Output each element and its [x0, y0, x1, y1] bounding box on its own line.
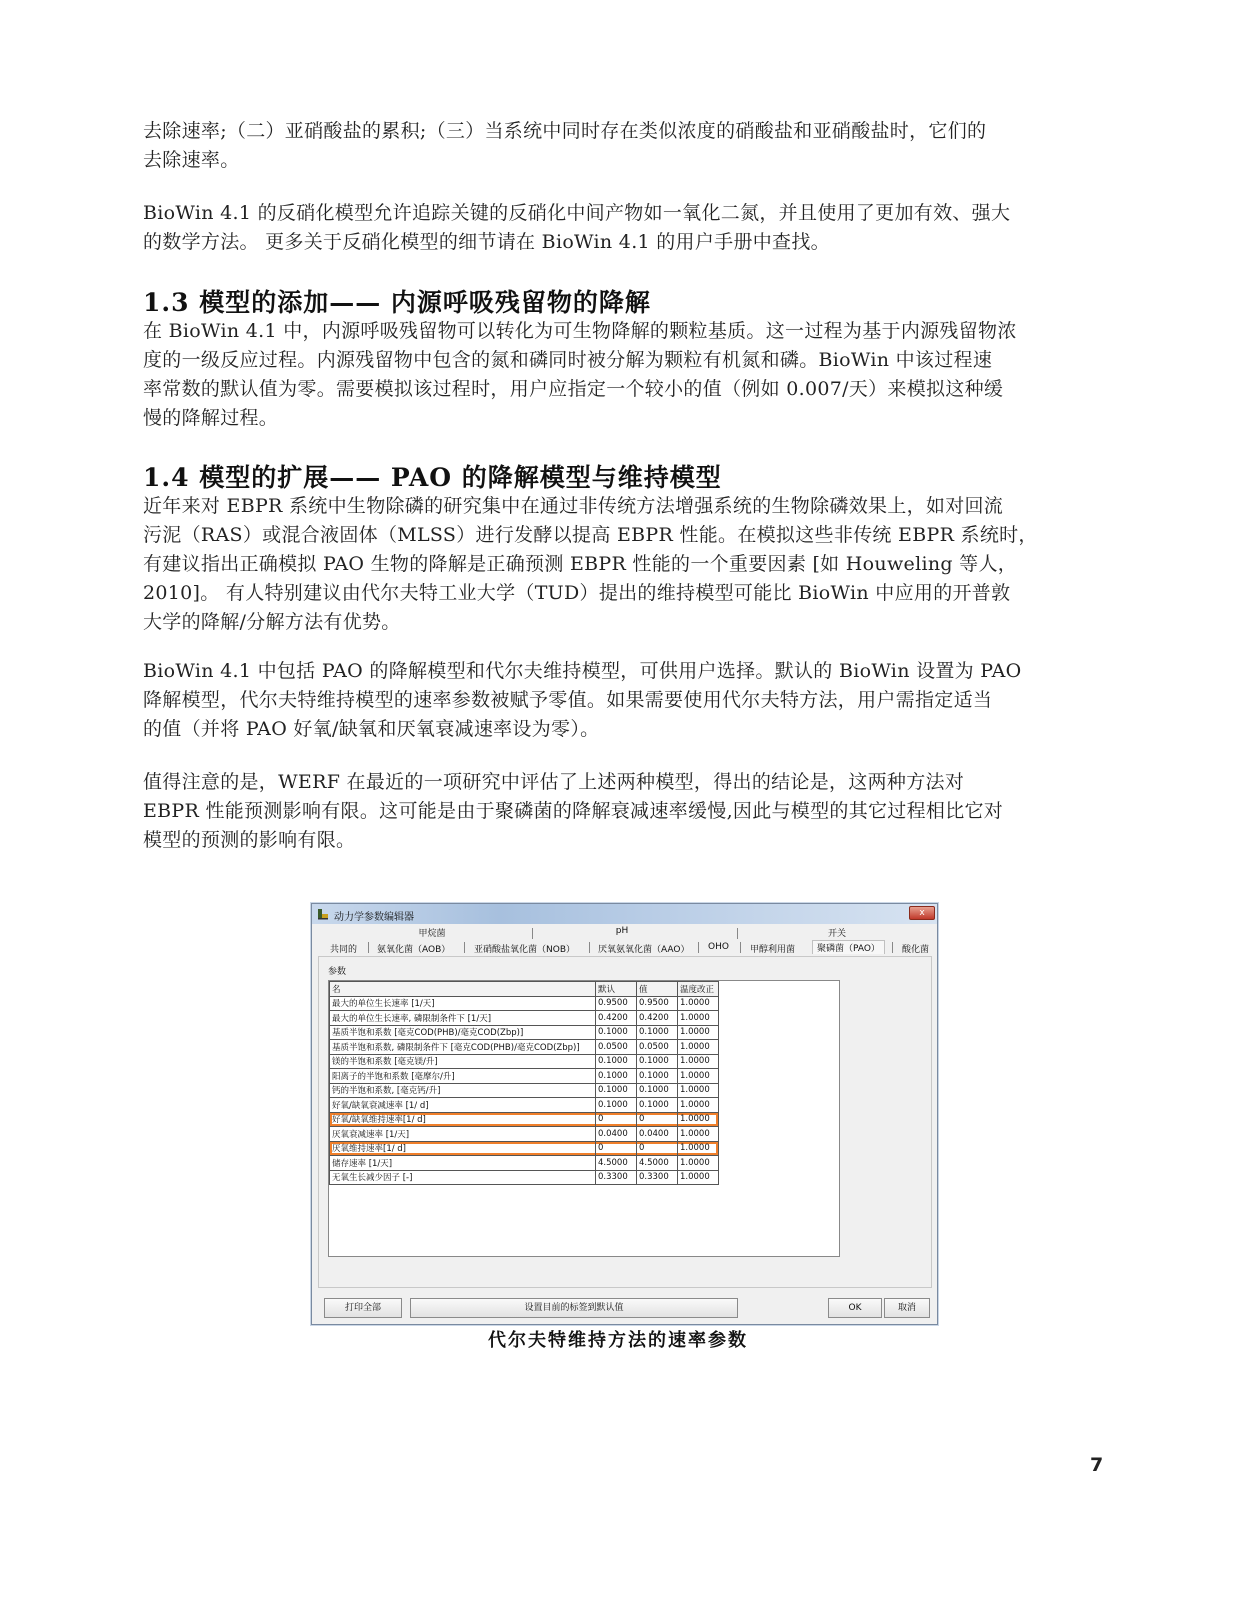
- cell-value[interactable]: 0.9500: [637, 996, 678, 1011]
- tab-divider: [589, 942, 590, 953]
- cell-default: 0: [596, 1141, 637, 1156]
- cell-value[interactable]: 0.1000: [637, 1054, 678, 1069]
- ok-button[interactable]: OK: [828, 1298, 882, 1318]
- text-line: BioWin 4.1 的反硝化模型允许追踪关键的反硝化中间产物如一氧化二氮，并且使用了更加有效、强大: [143, 202, 1011, 224]
- close-button[interactable]: [909, 906, 935, 920]
- cancel-button[interactable]: 取消: [884, 1298, 930, 1318]
- tab-divider: [532, 928, 533, 939]
- cell-value[interactable]: 0: [637, 1112, 678, 1127]
- cell-name: 最大的单位生长速率, 磷限制条件下 [1/天]: [330, 1011, 596, 1026]
- table-row[interactable]: [330, 1025, 719, 1040]
- text-line: 去除速率;（二）亚硝酸盐的累积;（三）当系统中同时存在类似浓度的硝酸盐和亚硝酸盐时，它们的: [143, 120, 987, 142]
- tab-methylotrophs[interactable]: 甲醇利用菌: [750, 945, 796, 955]
- cell-default: 4.5000: [596, 1156, 637, 1171]
- app-icon: [317, 908, 329, 920]
- tab-group-ph[interactable]: pH: [615, 926, 629, 936]
- close-icon: x: [919, 908, 925, 918]
- cell-value[interactable]: 0.4200: [637, 1011, 678, 1026]
- table-row[interactable]: [330, 1040, 719, 1055]
- tab-divider: [464, 942, 465, 953]
- cell-name: 厌氧衰减速率 [1/天]: [330, 1127, 596, 1142]
- cell-value[interactable]: 0: [637, 1141, 678, 1156]
- table-row[interactable]: [330, 1170, 719, 1185]
- cell-temp-correction: 1.0000: [678, 1156, 719, 1171]
- figure-caption: 代尔夫特维持方法的速率参数: [488, 1330, 748, 1351]
- cell-temp-correction: 1.0000: [678, 1170, 719, 1185]
- text-line: 有建议指出正确模拟 PAO 生物的降解是正确预测 EBPR 性能的一个重要因素 [如 Houweling 等人，: [143, 553, 1018, 575]
- tab-nob[interactable]: 亚硝酸盐氧化菌（NOB）: [474, 945, 575, 955]
- cell-default: 0: [596, 1112, 637, 1127]
- text-line: 在 BioWin 4.1 中，内源呼吸残留物可以转化为可生物降解的颗粒基质。这一过程为基于内源残留物浓: [143, 320, 1017, 342]
- paragraph-ebpr-research: [143, 492, 1108, 637]
- cell-name: 无氧生长减少因子 [-]: [330, 1170, 596, 1185]
- cell-temp-correction: 1.0000: [678, 1025, 719, 1040]
- column-header-value[interactable]: 值: [637, 982, 678, 997]
- tab-divider: [737, 928, 738, 939]
- parameter-grid: [328, 980, 840, 1257]
- paragraph-pao-models: [143, 657, 1108, 744]
- tab-aao[interactable]: 厌氧氨氧化菌（AAO）: [598, 945, 690, 955]
- cell-name: 最大的单位生长速率 [1/天]: [330, 996, 596, 1011]
- cell-value[interactable]: 0.0400: [637, 1127, 678, 1142]
- table-row-highlighted[interactable]: [330, 1141, 719, 1156]
- paragraph-denitrification-model: [143, 199, 1108, 257]
- paragraph-endogenous-residue: [143, 317, 1108, 433]
- cell-value[interactable]: 0.1000: [637, 1025, 678, 1040]
- cell-temp-correction: 1.0000: [678, 1098, 719, 1113]
- text-line: 度的一级反应过程。内源残留物中包含的氮和磷同时被分解为颗粒有机氮和磷。BioWin 中该过程速: [143, 349, 993, 371]
- cell-temp-correction: 1.0000: [678, 1127, 719, 1142]
- cell-default: 0.1000: [596, 1083, 637, 1098]
- cell-value[interactable]: 0.1000: [637, 1098, 678, 1113]
- dialog-button-bar: [318, 1298, 930, 1320]
- tab-group-switches[interactable]: 开关: [827, 929, 846, 939]
- table-row[interactable]: [330, 1083, 719, 1098]
- table-row[interactable]: [330, 1156, 719, 1171]
- cell-temp-correction: 1.0000: [678, 1083, 719, 1098]
- text-line: 污泥（RAS）或混合液固体（MLSS）进行发酵以提高 EBPR 性能。在模拟这些非传统 EBPR 系统时，: [143, 524, 1038, 546]
- cell-temp-correction: 1.0000: [678, 1141, 719, 1156]
- cell-temp-correction: 1.0000: [678, 1011, 719, 1026]
- text-line: EBPR 性能预测影响有限。这可能是由于聚磷菌的降解衰减速率缓慢,因此与模型的其它过程相比它对: [143, 800, 1004, 822]
- text-line: 的值（并将 PAO 好氧/缺氧和厌氧衰减速率设为零）。: [143, 718, 600, 740]
- kinetic-parameter-editor-dialog: [311, 903, 938, 1325]
- section-heading-1-4: 1.4 模型的扩展—— PAO 的降解模型与维持模型: [143, 463, 722, 492]
- parameter-table: [329, 981, 719, 1185]
- section-heading-1-3: 1.3 模型的添加—— 内源呼吸残留物的降解: [143, 288, 651, 317]
- cell-default: 0.9500: [596, 996, 637, 1011]
- cell-value[interactable]: 0.1000: [637, 1083, 678, 1098]
- cell-name: 储存速率 [1/天]: [330, 1156, 596, 1171]
- text-line: 率常数的默认值为零。需要模拟该过程时，用户应指定一个较小的值（例如 0.007/天）来模拟这种缓: [143, 378, 1004, 400]
- tab-common[interactable]: 共同的: [330, 945, 358, 955]
- text-line: 2010]。 有人特别建议由代尔夫特工业大学（TUD）提出的维持模型可能比 BioWin 中应用的开普敦: [143, 582, 1011, 604]
- parameters-label: 参数: [328, 967, 347, 977]
- cell-default: 0.1000: [596, 1025, 637, 1040]
- table-row-highlighted[interactable]: [330, 1112, 719, 1127]
- table-row[interactable]: [330, 1011, 719, 1026]
- cell-name: 基质半饱和系数 [毫克COD(PHB)/毫克COD(Zbp)]: [330, 1025, 596, 1040]
- cell-name: 钙的半饱和系数, [毫克钙/升]: [330, 1083, 596, 1098]
- cell-name: 基质半饱和系数, 磷限制条件下 [毫克COD(PHB)/毫克COD(Zbp)]: [330, 1040, 596, 1055]
- text-line: 值得注意的是，WERF 在最近的一项研究中评估了上述两种模型，得出的结论是，这两种方法对: [143, 771, 965, 793]
- table-row[interactable]: [330, 1054, 719, 1069]
- text-line: 降解模型，代尔夫特维持模型的速率参数被赋予零值。如果需要使用代尔夫特方法，用户需指定适当: [143, 689, 993, 711]
- text-line: 慢的降解过程。: [143, 407, 279, 429]
- cell-temp-correction: 1.0000: [678, 1112, 719, 1127]
- text-line: 的数学方法。 更多关于反硝化模型的细节请在 BioWin 4.1 的用户手册中查找。: [143, 231, 830, 253]
- tab-group-methanogens[interactable]: 甲烷菌: [418, 929, 446, 939]
- tab-divider: [740, 942, 741, 953]
- cell-temp-correction: 1.0000: [678, 996, 719, 1011]
- cell-name: 厌氧维持速率[1/ d]: [330, 1141, 596, 1156]
- cell-temp-correction: 1.0000: [678, 1069, 719, 1084]
- cell-name: 阳离子的半饱和系数 [毫摩尔/升]: [330, 1069, 596, 1084]
- tab-divider: [698, 942, 699, 953]
- paragraph-werf-study: [143, 768, 1108, 855]
- page-number: 7: [1090, 1454, 1104, 1476]
- cell-default: 0.4200: [596, 1011, 637, 1026]
- cell-name: 镁的半饱和系数 [毫克镁/升]: [330, 1054, 596, 1069]
- cell-name: 好氧/缺氧维持速率[1/ d]: [330, 1112, 596, 1127]
- column-header-temp-correction[interactable]: 温度改正: [678, 982, 719, 997]
- tab-divider: [368, 942, 369, 953]
- table-row[interactable]: [330, 1127, 719, 1142]
- tab-oho[interactable]: OHO: [708, 942, 729, 952]
- table-row[interactable]: [330, 1098, 719, 1113]
- cell-default: 0.1000: [596, 1069, 637, 1084]
- reset-to-defaults-button[interactable]: 设置目前的标签到默认值: [410, 1298, 738, 1318]
- cell-temp-correction: 1.0000: [678, 1054, 719, 1069]
- cell-temp-correction: 1.0000: [678, 1040, 719, 1055]
- cell-default: 0.0400: [596, 1127, 637, 1142]
- dialog-title: 动力学参数编辑器: [334, 912, 414, 923]
- tab-pao-active[interactable]: 聚磷菌（PAO）: [812, 940, 885, 954]
- dialog-titlebar: [312, 904, 937, 924]
- cell-default: 0.1000: [596, 1054, 637, 1069]
- column-header-default[interactable]: 默认: [596, 982, 637, 997]
- cell-value[interactable]: 0.1000: [637, 1069, 678, 1084]
- cell-value[interactable]: 0.3300: [637, 1170, 678, 1185]
- cell-default: 0.0500: [596, 1040, 637, 1055]
- tab-acidogens[interactable]: 酸化菌: [902, 945, 930, 955]
- cell-default: 0.3300: [596, 1170, 637, 1185]
- text-line: 模型的预测的影响有限。: [143, 829, 356, 851]
- text-line: 近年来对 EBPR 系统中生物除磷的研究集中在通过非传统方法增强系统的生物除磷效果上，如对回流: [143, 495, 1004, 517]
- table-header-row: [330, 982, 719, 997]
- table-row[interactable]: [330, 996, 719, 1011]
- cell-default: 0.1000: [596, 1098, 637, 1113]
- table-row[interactable]: [330, 1069, 719, 1084]
- cell-value[interactable]: 4.5000: [637, 1156, 678, 1171]
- tab-aob[interactable]: 氨氧化菌（AOB）: [377, 945, 451, 955]
- print-all-button[interactable]: 打印全部: [324, 1298, 402, 1318]
- column-header-name[interactable]: 名: [330, 982, 596, 997]
- paragraph-denitrification-rates: [143, 117, 1108, 175]
- tab-divider: [892, 942, 893, 953]
- cell-name: 好氧/缺氧衰减速率 [1/ d]: [330, 1098, 596, 1113]
- text-line: BioWin 4.1 中包括 PAO 的降解模型和代尔夫维持模型，可供用户选择。默认的 BioWin 设置为 PAO: [143, 660, 1022, 682]
- cell-value[interactable]: 0.0500: [637, 1040, 678, 1055]
- text-line: 去除速率。: [143, 149, 240, 171]
- text-line: 大学的降解/分解方法有优势。: [143, 611, 401, 633]
